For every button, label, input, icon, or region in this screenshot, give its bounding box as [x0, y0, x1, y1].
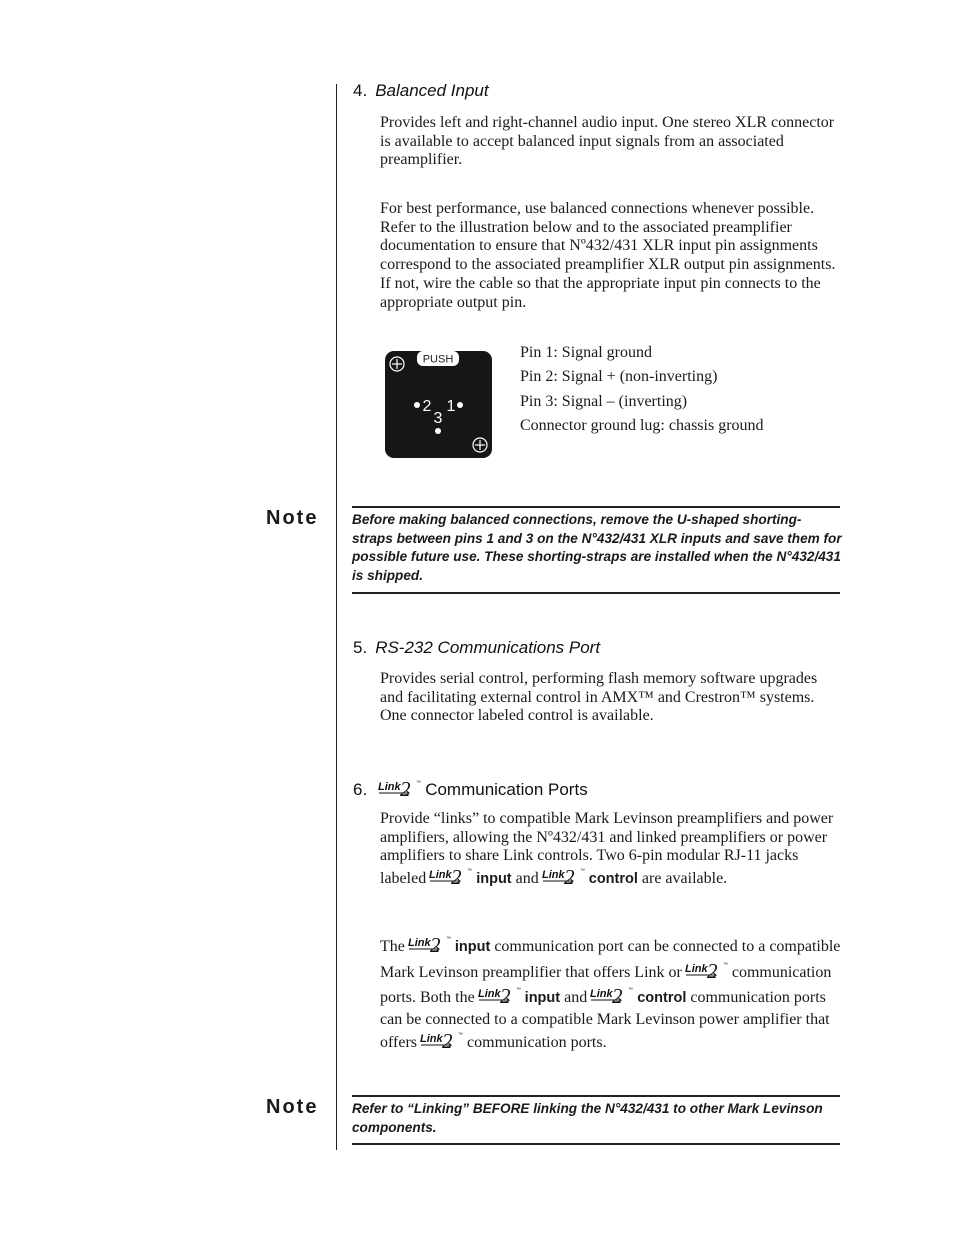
balanced-paragraph-2: For best performance, use balanced connections whenever possible. Refer to the illustration below and to the associated preamplifier documentation to ensure that Nº432/431 XLR input pin assignments correspond to the associated preamplifier XLR output pin assignments. If not, wire the cable so that the appropriate input pin connects to the appropriate output pin. — [380, 200, 836, 311]
note-top-rule — [352, 506, 840, 508]
svg-text:™: ™ — [628, 987, 634, 994]
section-title: Communication Ports — [425, 780, 588, 799]
svg-text:™: ™ — [579, 868, 585, 875]
pin-1-label: 1 — [446, 398, 456, 415]
pin-3-hole — [435, 428, 441, 434]
pin-list-item: Pin 1: Signal ground — [520, 344, 653, 361]
balanced-paragraph-1: Provides left and right-channel audio input. One stereo XLR connector is available to accept balanced input signals from an associated preamplifier. — [380, 114, 835, 169]
rs232-paragraph-1: Provides serial control, performing flash memory software upgrades and facilitating external control in AMX™ and Crestron™ systems. One connector labeled control is available. — [380, 670, 818, 725]
link2-logo-icon — [408, 934, 452, 960]
link2-logo-icon — [429, 866, 473, 892]
note-label: Note — [266, 507, 319, 529]
link2-logo-icon — [478, 985, 522, 1011]
link2-logo-icon — [420, 1030, 464, 1056]
section-title: Balanced Input — [375, 81, 489, 100]
svg-text:2: 2 — [499, 985, 511, 1006]
section-title: RS-232 Communications Port — [375, 638, 601, 657]
note-bottom-rule — [352, 592, 840, 594]
note-bottom-rule — [352, 1143, 840, 1145]
svg-text:™: ™ — [416, 780, 422, 786]
pin-3-label: 3 — [433, 410, 443, 427]
link2-logo-icon — [542, 866, 586, 892]
svg-text:Link: Link — [477, 988, 501, 1001]
svg-text:™: ™ — [722, 961, 728, 968]
note-text: Refer to “Linking” BEFORE linking the N°432/431 to other Mark Levinson components. — [352, 1101, 823, 1135]
link2-logo-icon — [590, 985, 634, 1011]
section-heading-rs232: 5. RS-232 Communications Port — [353, 638, 601, 657]
svg-text:Link: Link — [407, 937, 431, 949]
svg-text:Link: Link — [429, 869, 452, 882]
pin-2-hole — [414, 402, 420, 408]
svg-text:2: 2 — [442, 1029, 453, 1050]
svg-text:2: 2 — [706, 959, 718, 980]
svg-text:Link: Link — [684, 962, 708, 975]
margin-rule — [336, 84, 337, 1150]
ground-lug-icon — [390, 357, 404, 371]
svg-text:™: ™ — [467, 868, 473, 875]
svg-text:2: 2 — [563, 866, 575, 887]
xlr-connector-diagram — [385, 351, 492, 458]
svg-text:Link: Link — [541, 869, 565, 882]
link2-paragraph-2: The Link 2 ™ input communication port can be connected to a compatible Mark Levinson preamplifier that offers Link or Link 2 ™ communication ports. Both the Link 2 ™ input and Link 2 ™ control communication ports can be connected to a compatible Mark Levinson power amplifier that offers Link 2 ™ communication ports. — [380, 934, 842, 1056]
section-heading-link2: 6. Link 2 ™ Communication Ports — [353, 778, 588, 803]
svg-text:Link: Link — [420, 1032, 443, 1045]
note-top-rule — [352, 1095, 840, 1097]
section-heading-balanced-input: 4. Balanced Input — [353, 81, 489, 100]
pin-list-item: Pin 3: Signal – (inverting) — [520, 392, 688, 410]
svg-text:™: ™ — [458, 1031, 464, 1038]
svg-text:Link: Link — [378, 781, 401, 793]
note-text: Before making balanced connections, remove the U-shaped shorting-straps between pins 1 and 3 on the N°432/431 XLR inputs and save them for possible future use. These shorting-straps are installed when the N°432/431 is shipped. — [352, 512, 842, 584]
svg-text:2: 2 — [612, 985, 623, 1006]
pin-list-item: Pin 2: Signal + (non-inverting) — [520, 368, 718, 386]
svg-text:™: ™ — [515, 987, 521, 994]
note-label: Note — [266, 1096, 319, 1118]
svg-text:2: 2 — [429, 934, 441, 954]
pin-list-item: Connector ground lug: chassis ground — [520, 417, 764, 435]
svg-text:™: ™ — [445, 936, 451, 942]
svg-text:2: 2 — [451, 866, 462, 887]
pin-assignment-list — [520, 341, 764, 439]
push-label: PUSH — [422, 353, 454, 366]
ground-lug-icon — [473, 438, 487, 452]
svg-text:Link: Link — [590, 988, 613, 1001]
link2-logo-icon — [685, 960, 729, 986]
link2-logo-icon — [378, 778, 422, 803]
svg-text:2: 2 — [400, 778, 411, 798]
pin-2-label: 2 — [422, 398, 432, 415]
pin-1-hole — [457, 402, 463, 408]
link2-paragraph-1: Provide “links” to compatible Mark Levinson preamplifiers and power amplifiers, allowing the Nº432/431 and linked preamplifiers or power amplifiers to share Link controls. Two 6-pin modular RJ-11 jacks labeled Link 2 ™ input and Link 2 ™ control are available. — [380, 810, 842, 892]
